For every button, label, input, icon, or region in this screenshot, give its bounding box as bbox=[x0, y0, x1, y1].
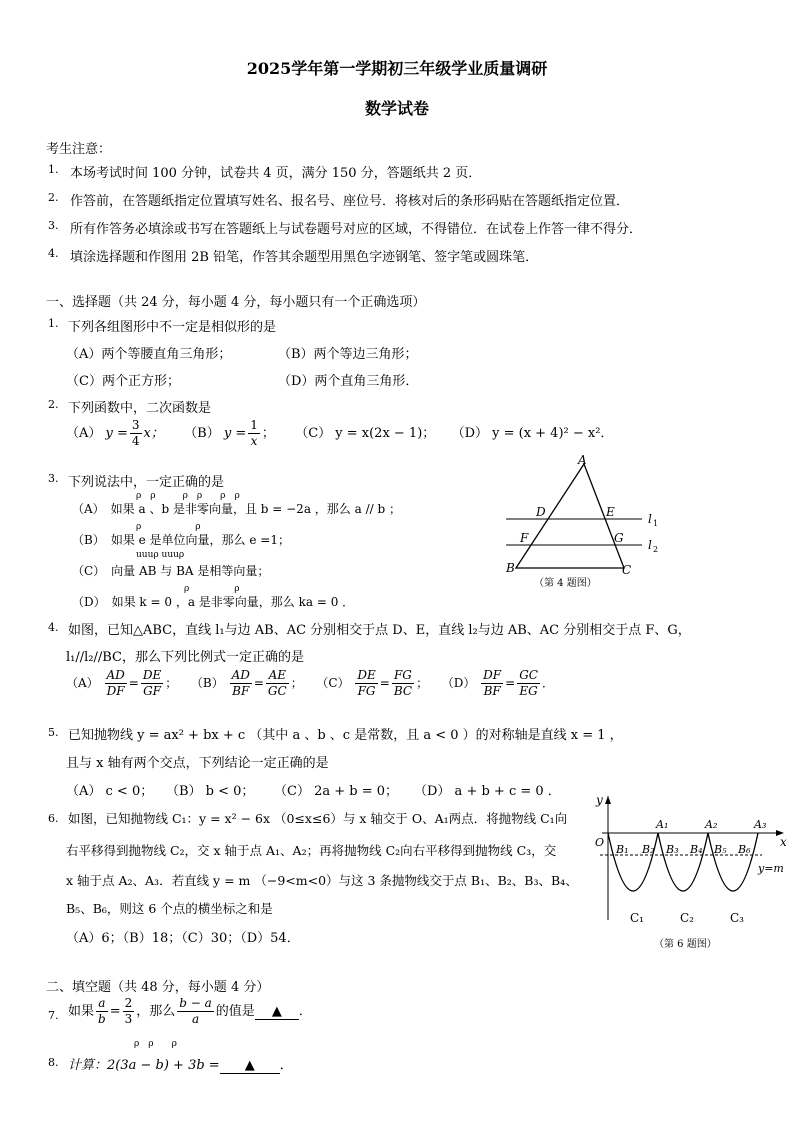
q4-d-d1: BF bbox=[483, 684, 501, 698]
label-e: E bbox=[606, 505, 615, 519]
q5-option-c: （C） 2a + b = 0； bbox=[274, 784, 399, 799]
label-l1: l bbox=[648, 512, 652, 526]
q6-line3: x 轴于点 A₂、A₃．若直线 y = m （−9<m<0）与这 3 条抛物线交于点 B₁、B₂、B₃、B₄、 bbox=[66, 873, 578, 888]
label-b6: B₆ bbox=[738, 843, 751, 856]
parabola-c2 bbox=[658, 833, 708, 891]
q4-b-left-fraction bbox=[230, 668, 252, 699]
q4-b-n2: AE bbox=[266, 668, 289, 684]
q7-fraction-ab bbox=[96, 996, 108, 1027]
parabola-c1 bbox=[608, 833, 658, 891]
q5-num: 5. bbox=[48, 726, 59, 739]
q2-option-c: （C） y = x(2x − 1)； bbox=[295, 426, 436, 441]
q3-vector-marks-b: ρ ρ bbox=[136, 522, 201, 532]
label-l2: l bbox=[648, 538, 652, 552]
label-b2: B₂ bbox=[642, 843, 655, 856]
q7-f1-num: a bbox=[96, 996, 108, 1012]
q7-f1-den: b bbox=[98, 1012, 106, 1026]
q7-end: ． bbox=[298, 1004, 312, 1019]
q1-option-d: （D）两个直角三角形． bbox=[278, 374, 419, 389]
q7-post: 的值是 bbox=[215, 1004, 255, 1019]
q7-f3-num: b − a bbox=[179, 996, 212, 1010]
notice-item-3: 所有作答务必填涂或书写在答题纸上与试卷题号对应的区域，不得错位．在试卷上作答一律不得分． bbox=[70, 222, 643, 237]
q4-d-left-fraction bbox=[481, 668, 503, 699]
q4-a-d2: GF bbox=[143, 684, 162, 698]
q2-option-a-lhs: y = bbox=[105, 426, 128, 441]
q4-option-b-label: （B） bbox=[190, 676, 224, 690]
label-g: G bbox=[614, 531, 624, 545]
q2-option-a-label: （A） bbox=[66, 426, 102, 441]
q4-d-n1: DF bbox=[483, 668, 502, 682]
q4-options: （A） $\frac{AD}{DF}$ = $\frac{DE}{GF}$ ； （B） $\frac{AD}{BF}$ = $\frac{AE}{GC}$ ； （C） $\frac{DE}{FG}$ = $\frac{FG}{BC}$ ； （D） $\frac{DF}{BF}$ = $\frac{GC}{EG}$ ． bbox=[66, 668, 554, 698]
q4-d-d2: EG bbox=[519, 684, 538, 698]
q2-option-d: （D） y = (x + 4)² − x²． bbox=[451, 426, 614, 441]
q4-option-d-label: （D） bbox=[441, 676, 476, 690]
q5-option-d: （D） a + b + c = 0 ． bbox=[414, 784, 561, 799]
q1-stem: 下列各组图形中不一定是相似形的是 bbox=[68, 320, 277, 335]
q1-option-b: （B）两个等边三角形； bbox=[278, 347, 418, 362]
q2-option-b-label: （B） bbox=[184, 426, 220, 441]
q4-c-left-fraction bbox=[355, 668, 377, 699]
label-a3: A₃ bbox=[754, 818, 767, 831]
label-l1-sub: 1 bbox=[653, 519, 659, 528]
q4-a-n2: DE bbox=[142, 668, 162, 682]
section2-heading: 二、填空题（共 48 分，每小题 4 分） bbox=[46, 980, 270, 995]
q7-num: 7. bbox=[48, 1009, 59, 1022]
q4-c-n2: FG bbox=[392, 668, 414, 684]
q8-vector-marks: ρ ρ ρ bbox=[134, 1039, 177, 1049]
q4-line2: l₁//l₂//BC，那么下列比例式一定正确的是 bbox=[66, 650, 304, 665]
notice-item-1-num: 1. bbox=[48, 163, 59, 176]
q3-vector-marks-c: uuuρ uuuρ bbox=[136, 550, 185, 560]
notice-item-1: 本场考试时间 100 分钟，试卷共 4 页，满分 150 分，答题纸共 2 页． bbox=[70, 166, 482, 181]
q4-option-a-label: （A） bbox=[66, 676, 99, 690]
q7-text bbox=[68, 996, 312, 1027]
label-f: F bbox=[520, 531, 529, 545]
q8-expression: 计算：2(3a − b) + 3b = bbox=[68, 1058, 220, 1073]
figure-6-parabolas bbox=[592, 792, 792, 954]
q4-b-n1: AD bbox=[231, 668, 250, 682]
q3-option-a: （A） 如果 a 、b 是非零向量，且 b = −2a ，那么 a // b ； bbox=[72, 502, 401, 516]
q6-options: （A）6；（B）18；（C）30；（D）54． bbox=[66, 931, 300, 946]
notice-item-3-num: 3. bbox=[48, 219, 59, 232]
q3-option-c: （C） 向量 AB 与 BA 是相等向量； bbox=[72, 564, 270, 578]
q7-f2-den: 3 bbox=[124, 1012, 133, 1026]
q3-vector-marks-a: ρ ρ ρ ρ ρ ρ bbox=[136, 491, 240, 501]
q4-d-n2: GC bbox=[519, 668, 538, 682]
q6-line4: B₅、B₆，则这 6 个点的横坐标之和是 bbox=[66, 901, 273, 916]
label-b: B bbox=[506, 561, 515, 575]
q2-option-b-lhs: y = bbox=[223, 426, 247, 441]
label-line-m: y=m bbox=[758, 862, 784, 875]
y-axis-arrow bbox=[605, 796, 611, 804]
q2-a-numerator: 3 bbox=[131, 418, 140, 432]
q7-fraction-expr bbox=[177, 996, 214, 1027]
label-a1: A₁ bbox=[656, 818, 669, 831]
q1-option-a: （A）两个等腰直角三角形； bbox=[66, 347, 232, 362]
q7-mid: ，那么 bbox=[136, 1004, 176, 1019]
q3-num: 3. bbox=[48, 472, 59, 485]
q5-option-b: （B） b < 0； bbox=[166, 784, 255, 799]
notice-item-2: 作答前，在答题纸指定位置填写姓名、报名号、座位号．将核对后的条形码贴在答题纸指定位置． bbox=[70, 194, 630, 209]
q7-fraction-23 bbox=[123, 996, 135, 1027]
q8-num: 8. bbox=[48, 1056, 59, 1069]
q3-option-d: （D） 如果 k = 0 ，a 是非零向量，那么 ka = 0 ． bbox=[72, 595, 355, 609]
q2-a-denominator: 4 bbox=[131, 434, 140, 448]
q5-line1: 已知抛物线 y = ax² + bx + c （其中 a 、b 、c 是常数，且 a < 0 ）的对称轴是直线 x = 1 ， bbox=[68, 728, 623, 743]
label-b4: B₄ bbox=[690, 843, 703, 856]
q1-num: 1. bbox=[48, 317, 59, 330]
notice-item-2-num: 2. bbox=[48, 191, 59, 204]
q4-line1: 如图，已知△ABC，直线 l₁与边 AB、AC 分别相交于点 D、E，直线 l₂与边 AB、AC 分别相交于点 F、G， bbox=[68, 623, 691, 638]
figure-4-caption: （第 4 题图） bbox=[534, 578, 597, 589]
q4-a-n1: AD bbox=[106, 668, 125, 682]
q4-c-d2: BC bbox=[393, 684, 413, 698]
q7-f3-den: a bbox=[191, 1012, 200, 1026]
q8-end: ． bbox=[279, 1058, 293, 1073]
q2-options bbox=[66, 418, 613, 449]
q4-a-left-fraction bbox=[105, 668, 127, 699]
label-y: y bbox=[596, 793, 603, 807]
label-b1: B₁ bbox=[616, 843, 629, 856]
q5-line2: 且与 x 轴有两个交点，下列结论一定正确的是 bbox=[66, 756, 329, 771]
q4-c-n1: DE bbox=[357, 668, 376, 682]
parabola-c3 bbox=[708, 833, 758, 891]
q5-option-a: （A） c < 0； bbox=[66, 784, 154, 799]
q2-option-b-fraction bbox=[248, 418, 260, 449]
q2-stem: 下列函数中，二次函数是 bbox=[68, 401, 212, 416]
q8-answer-blank[interactable]: ▲ bbox=[220, 1058, 280, 1074]
q2-b-numerator: 1 bbox=[250, 418, 258, 432]
q1-option-c: （C）两个正方形； bbox=[66, 374, 180, 389]
q4-c-right-fraction bbox=[392, 668, 414, 699]
q2-option-a-fraction bbox=[130, 418, 142, 449]
label-l2-sub: 2 bbox=[653, 545, 659, 554]
q3-stem: 下列说法中，一定正确的是 bbox=[68, 475, 225, 490]
q3-vector-marks-d: ρ ρ bbox=[184, 584, 240, 594]
label-b5: B₅ bbox=[714, 843, 727, 856]
q7-pre: 如果 bbox=[68, 1004, 95, 1019]
q4-a-d1: DF bbox=[106, 684, 125, 698]
figure-4-triangle bbox=[496, 450, 676, 592]
label-x: x bbox=[780, 835, 787, 849]
label-c1: C₁ bbox=[630, 911, 644, 925]
q2-b-denominator: x bbox=[250, 434, 258, 448]
page-subtitle: 数学试卷 bbox=[364, 99, 429, 118]
label-a2: A₂ bbox=[705, 818, 718, 831]
label-d: D bbox=[536, 505, 546, 519]
label-c3: C₃ bbox=[730, 911, 744, 925]
page-title: 2025学年第一学期初三年级学业质量调研 bbox=[246, 59, 548, 78]
q4-a-right-fraction bbox=[141, 668, 163, 699]
q2-option-a-rhs: x； bbox=[143, 426, 164, 441]
q4-b-d1: BF bbox=[232, 684, 250, 698]
q6-line2: 右平移得到抛物线 C₂，交 x 轴于点 A₁、A₂；再将抛物线 C₂向右平移得到抛物线 C₃，交 bbox=[66, 843, 557, 858]
label-a: A bbox=[578, 453, 587, 467]
notice-item-4: 填涂选择题和作图用 2B 铅笔，作答其余题型用黑色字迹钢笔、签字笔或圆珠笔． bbox=[70, 250, 539, 265]
notice-heading: 考生注意： bbox=[46, 142, 112, 157]
q4-b-right-fraction bbox=[266, 668, 289, 699]
q6-line1: 如图，已知抛物线 C₁：y = x² − 6x （0≤x≤6）与 x 轴交于 O、A₁两点．将抛物线 C₁向 bbox=[68, 811, 568, 826]
q2-option-b-rhs: ； bbox=[261, 426, 275, 441]
q4-d-right-fraction bbox=[517, 668, 540, 699]
q4-option-c-label: （C） bbox=[316, 676, 350, 690]
label-c: C bbox=[622, 563, 632, 577]
q4-b-d2: GC bbox=[267, 684, 287, 698]
q6-num: 6. bbox=[48, 812, 59, 825]
q4-c-d1: FG bbox=[357, 684, 376, 698]
section1-heading: 一、选择题（共 24 分，每小题 4 分，每小题只有一个正确选项） bbox=[46, 295, 426, 310]
q7-f2-num: 2 bbox=[124, 996, 133, 1010]
label-b3: B₃ bbox=[666, 843, 679, 856]
q7-answer-blank[interactable]: ▲ bbox=[255, 1004, 299, 1020]
q3-option-b: （B） 如果 e 是单位向量，那么 e =1； bbox=[72, 533, 290, 547]
q4-num: 4. bbox=[48, 621, 59, 634]
q7-eq: = bbox=[109, 1004, 121, 1019]
figure-6-caption: （第 6 题图） bbox=[654, 939, 717, 950]
notice-item-4-num: 4. bbox=[48, 247, 59, 260]
q2-num: 2. bbox=[48, 398, 59, 411]
label-c2: C₂ bbox=[680, 911, 694, 925]
label-o: O bbox=[595, 836, 605, 849]
q8-text bbox=[68, 1054, 293, 1074]
